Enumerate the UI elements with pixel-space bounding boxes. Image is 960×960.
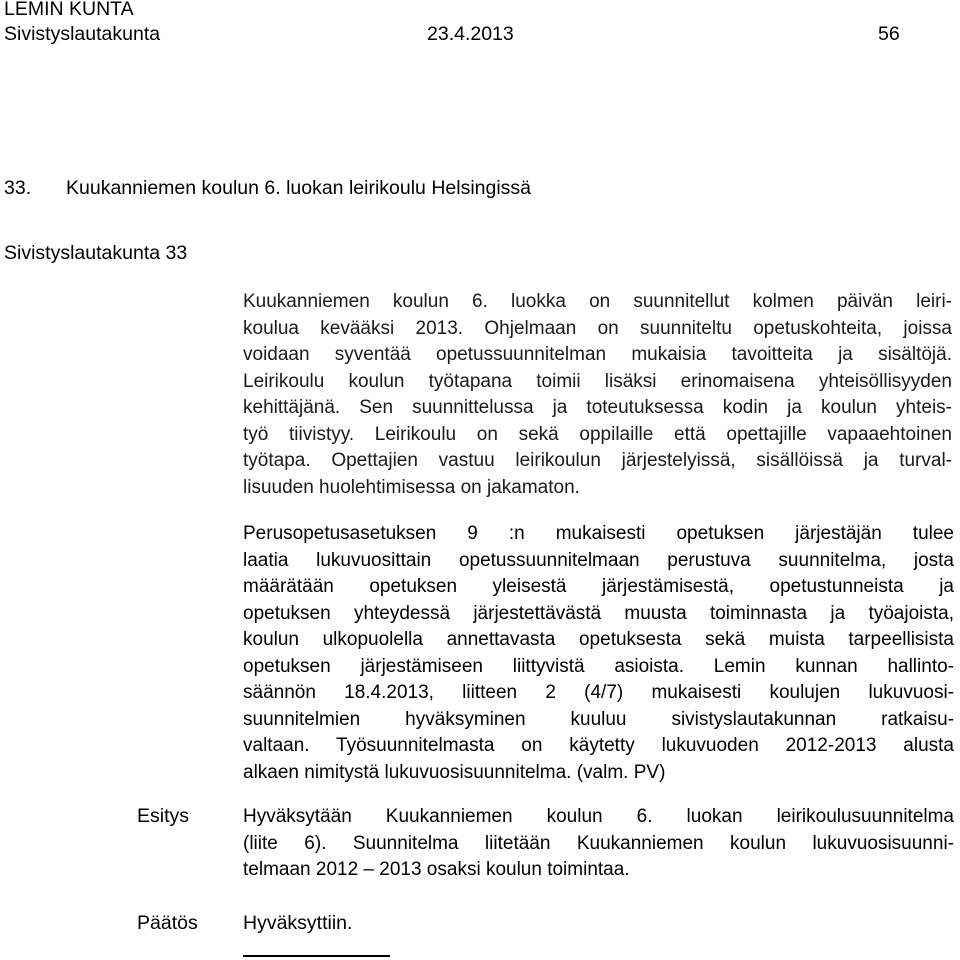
legal-basis-line: määrätään opetuksen yleisestä järjestämisestä, opetustunneista ja <box>243 576 954 597</box>
proposal-line: Hyväksytään Kuukanniemen koulun 6. luokan leirikoulusuunnitelma <box>243 806 954 827</box>
description-line: Kuukanniemen koulun 6. luokka on suunnitellut kolmen päivän leiri- <box>243 291 952 312</box>
legal-basis-line: säännön 18.4.2013, liitteen 2 (4/7) mukaisesti koulujen lukuvuosi- <box>243 682 954 703</box>
committee-name: Sivistyslautakunta <box>4 23 161 45</box>
legal-basis-line: opetuksen järjestämiseen liittyvistä asioista. Lemin kunnan hallinto- <box>243 655 954 677</box>
proposal-text <box>243 804 954 884</box>
legal-basis-paragraph <box>243 521 954 786</box>
proposal-line: (liite 6). Suunnitelma liitetään Kuukanniemen koulun lukuvuosisuunni- <box>243 832 954 854</box>
decision-label: Päätös <box>137 912 198 934</box>
legal-basis-line: alkaen nimitystä lukuvuosisuunnitelma. (valm. PV) <box>243 761 666 783</box>
description-line: kehittäjänä. Sen suunnittelussa ja toteutuksessa kodin ja koulun yhteis- <box>243 397 952 418</box>
description-line: Leirikoulu koulun työtapana toimii lisäksi erinomaisena yhteisöllisyyden <box>243 370 952 392</box>
proposal-label: Esitys <box>137 805 190 827</box>
page-number: 56 <box>878 23 900 45</box>
legal-basis-line: opetuksen yhteydessä järjestettävästä muusta toiminnasta ja työajoista, <box>243 602 954 624</box>
legal-basis-line: suunnitelmien hyväksyminen kuuluu sivistyslautakunnan ratkaisu- <box>243 708 954 730</box>
municipality-name: LEMIN KUNTA <box>4 0 134 20</box>
description-line: työ tiivistyy. Leirikoulu on sekä oppilaille että opettajille vapaaehtoinen <box>243 423 952 445</box>
legal-basis-line: Perusopetusasetuksen 9 :n mukaisesti opetuksen järjestäjän tulee <box>243 523 954 544</box>
signature-rule <box>243 955 390 957</box>
legal-basis-line: valtaan. Työsuunnitelmasta on käytetty lukuvuoden 2012-2013 alusta <box>243 735 954 756</box>
meeting-date: 23.4.2013 <box>427 23 514 45</box>
proposal-line: telmaan 2012 – 2013 osaksi koulun toimintaa. <box>243 859 630 880</box>
description-paragraph <box>243 289 952 501</box>
item-title: Kuukanniemen koulun 6. luokan leirikoulu Helsingissä <box>66 177 532 199</box>
section-reference: Sivistyslautakunta 33 <box>4 242 188 264</box>
item-heading <box>4 176 531 200</box>
description-line: työtapa. Opettajien vastuu leirikoulun järjestelyissä, sisällöissä ja turval- <box>243 450 952 471</box>
legal-basis-line: laatia lukuvuosittain opetussuunnitelmaan perustuva suunnitelma, josta <box>243 549 954 571</box>
description-line: lisuuden huolehtimisessa on jakamaton. <box>243 476 580 498</box>
legal-basis-line: koulun ulkopuolella annettavasta opetuksesta sekä muista tarpeellisista <box>243 629 954 650</box>
decision-text: Hyväksyttiin. <box>243 912 353 934</box>
description-line: voidaan syventää opetussuunnitelman mukaisia tavoitteita ja sisältöjä. <box>243 344 952 365</box>
description-line: koulua kevääksi 2013. Ohjelmaan on suunniteltu opetuskohteita, joissa <box>243 317 952 339</box>
item-number: 33. <box>4 177 32 199</box>
